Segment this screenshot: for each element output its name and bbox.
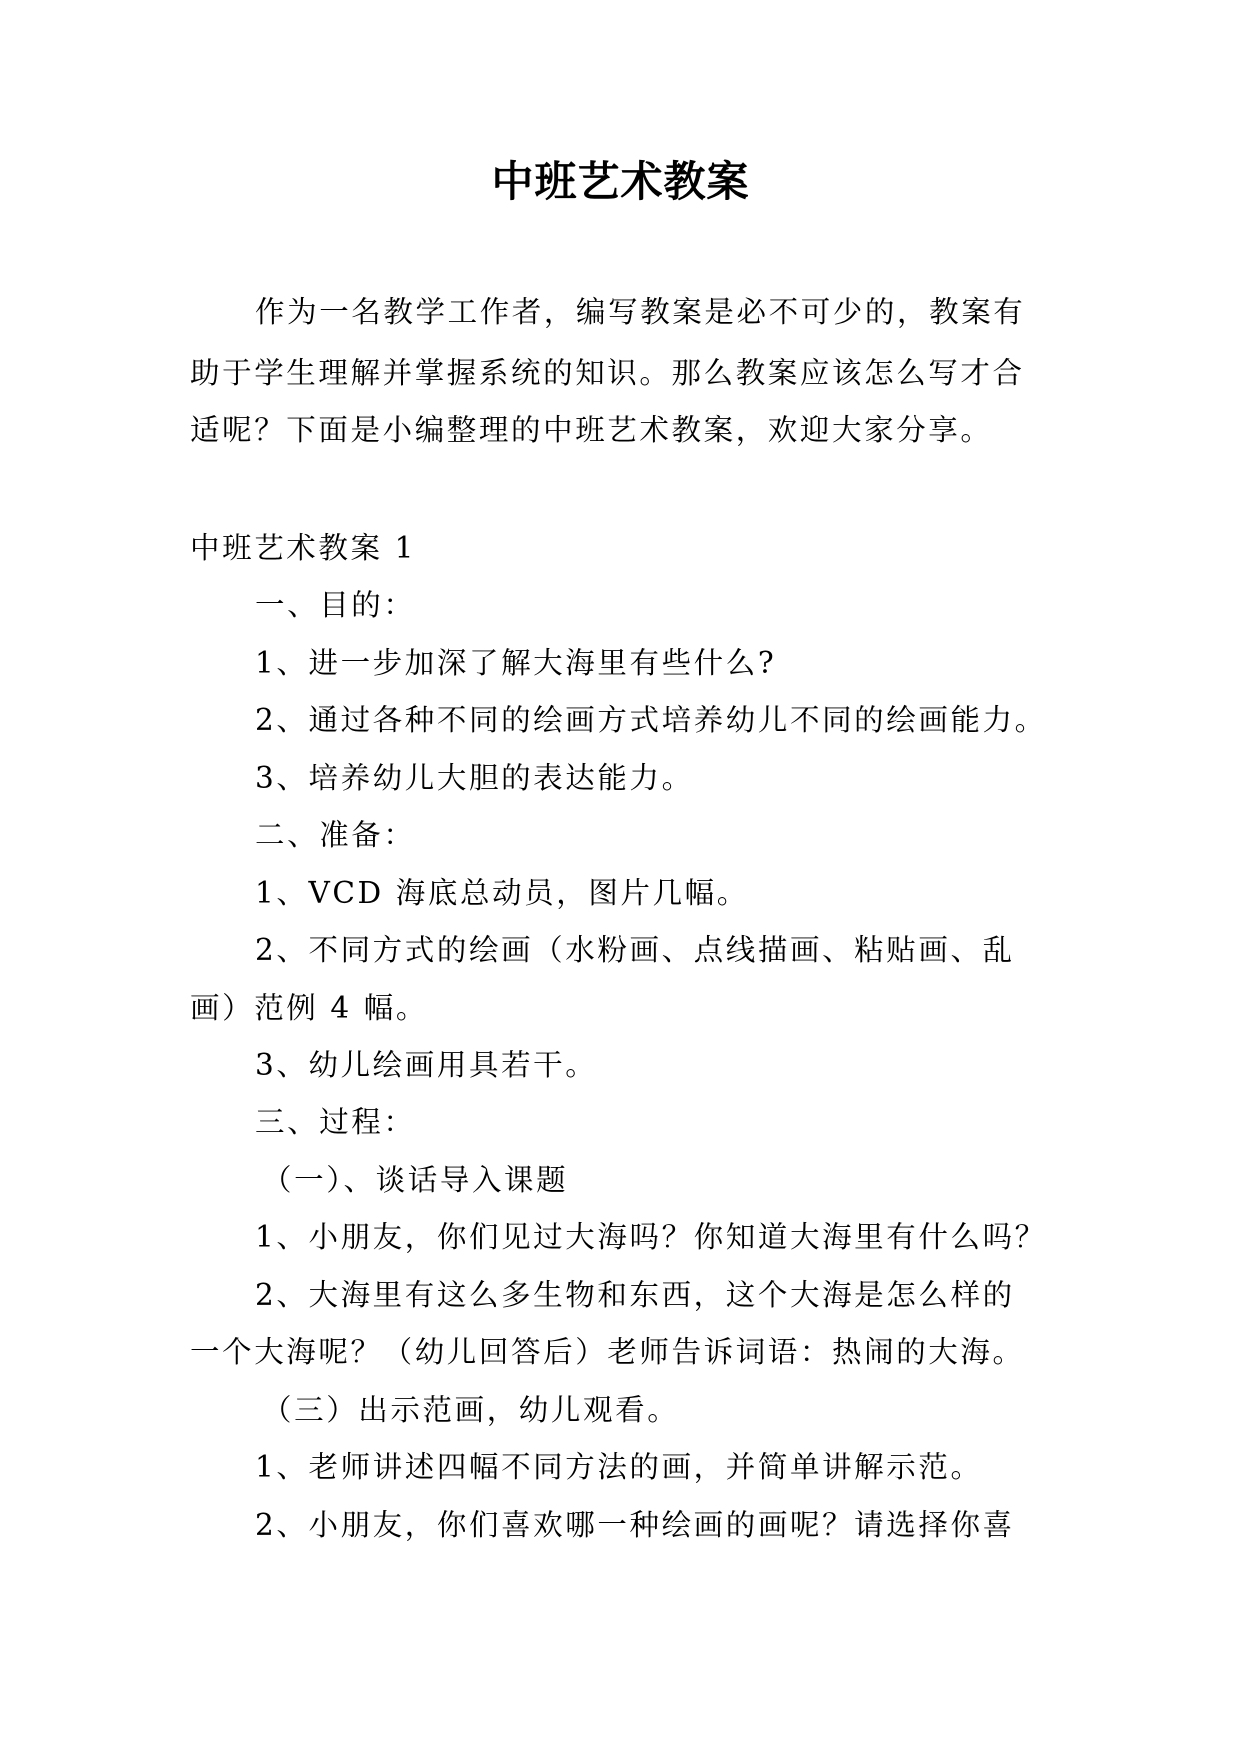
- section-heading: 中班艺术教案 1: [190, 531, 416, 565]
- heading-process: 三、过程：: [255, 1105, 416, 1139]
- preparation-item-2-cont: 画）范例 4 幅。: [190, 991, 428, 1025]
- process-item-1: 1、小朋友，你们见过大海吗？你知道大海里有什么吗？: [255, 1220, 1047, 1254]
- process-subheading-3: （三）出示范画，幼儿观看。: [262, 1393, 680, 1427]
- process-item-2-cont: 一个大海呢？（幼儿回答后）老师告诉词语：热闹的大海。: [190, 1335, 1025, 1369]
- preparation-item-1: 1、VCD 海底总动员，图片几幅。: [255, 876, 749, 910]
- process-item-2: 2、大海里有这么多生物和东西，这个大海是怎么样的: [255, 1278, 1015, 1312]
- page-title: 中班艺术教案: [491, 157, 750, 206]
- process-item-3: 1、老师讲述四幅不同方法的画，并简单讲解示范。: [255, 1450, 983, 1484]
- heading-preparation: 二、准备：: [255, 818, 416, 852]
- purpose-item-1: 1、进一步加深了解大海里有些什么?: [255, 646, 777, 680]
- process-item-4: 2、小朋友，你们喜欢哪一种绘画的画呢？请选择你喜: [255, 1508, 1015, 1542]
- purpose-item-2: 2、通过各种不同的绘画方式培养幼儿不同的绘画能力。: [255, 703, 1047, 737]
- purpose-item-3: 3、培养幼儿大胆的表达能力。: [255, 761, 694, 795]
- intro-line-2: 助于学生理解并掌握系统的知识。那么教案应该怎么写才合: [190, 356, 1025, 390]
- process-subheading-1: （一）、谈话导入课题: [262, 1163, 569, 1197]
- intro-line-3: 适呢？下面是小编整理的中班艺术教案，欢迎大家分享。: [190, 413, 993, 447]
- preparation-item-2: 2、不同方式的绘画（水粉画、点线描画、粘贴画、乱: [255, 933, 1015, 967]
- intro-line-1: 作为一名教学工作者，编写教案是必不可少的，教案有: [255, 295, 1026, 329]
- heading-purpose: 一、目的：: [255, 588, 416, 622]
- preparation-item-3: 3、幼儿绘画用具若干。: [255, 1048, 598, 1082]
